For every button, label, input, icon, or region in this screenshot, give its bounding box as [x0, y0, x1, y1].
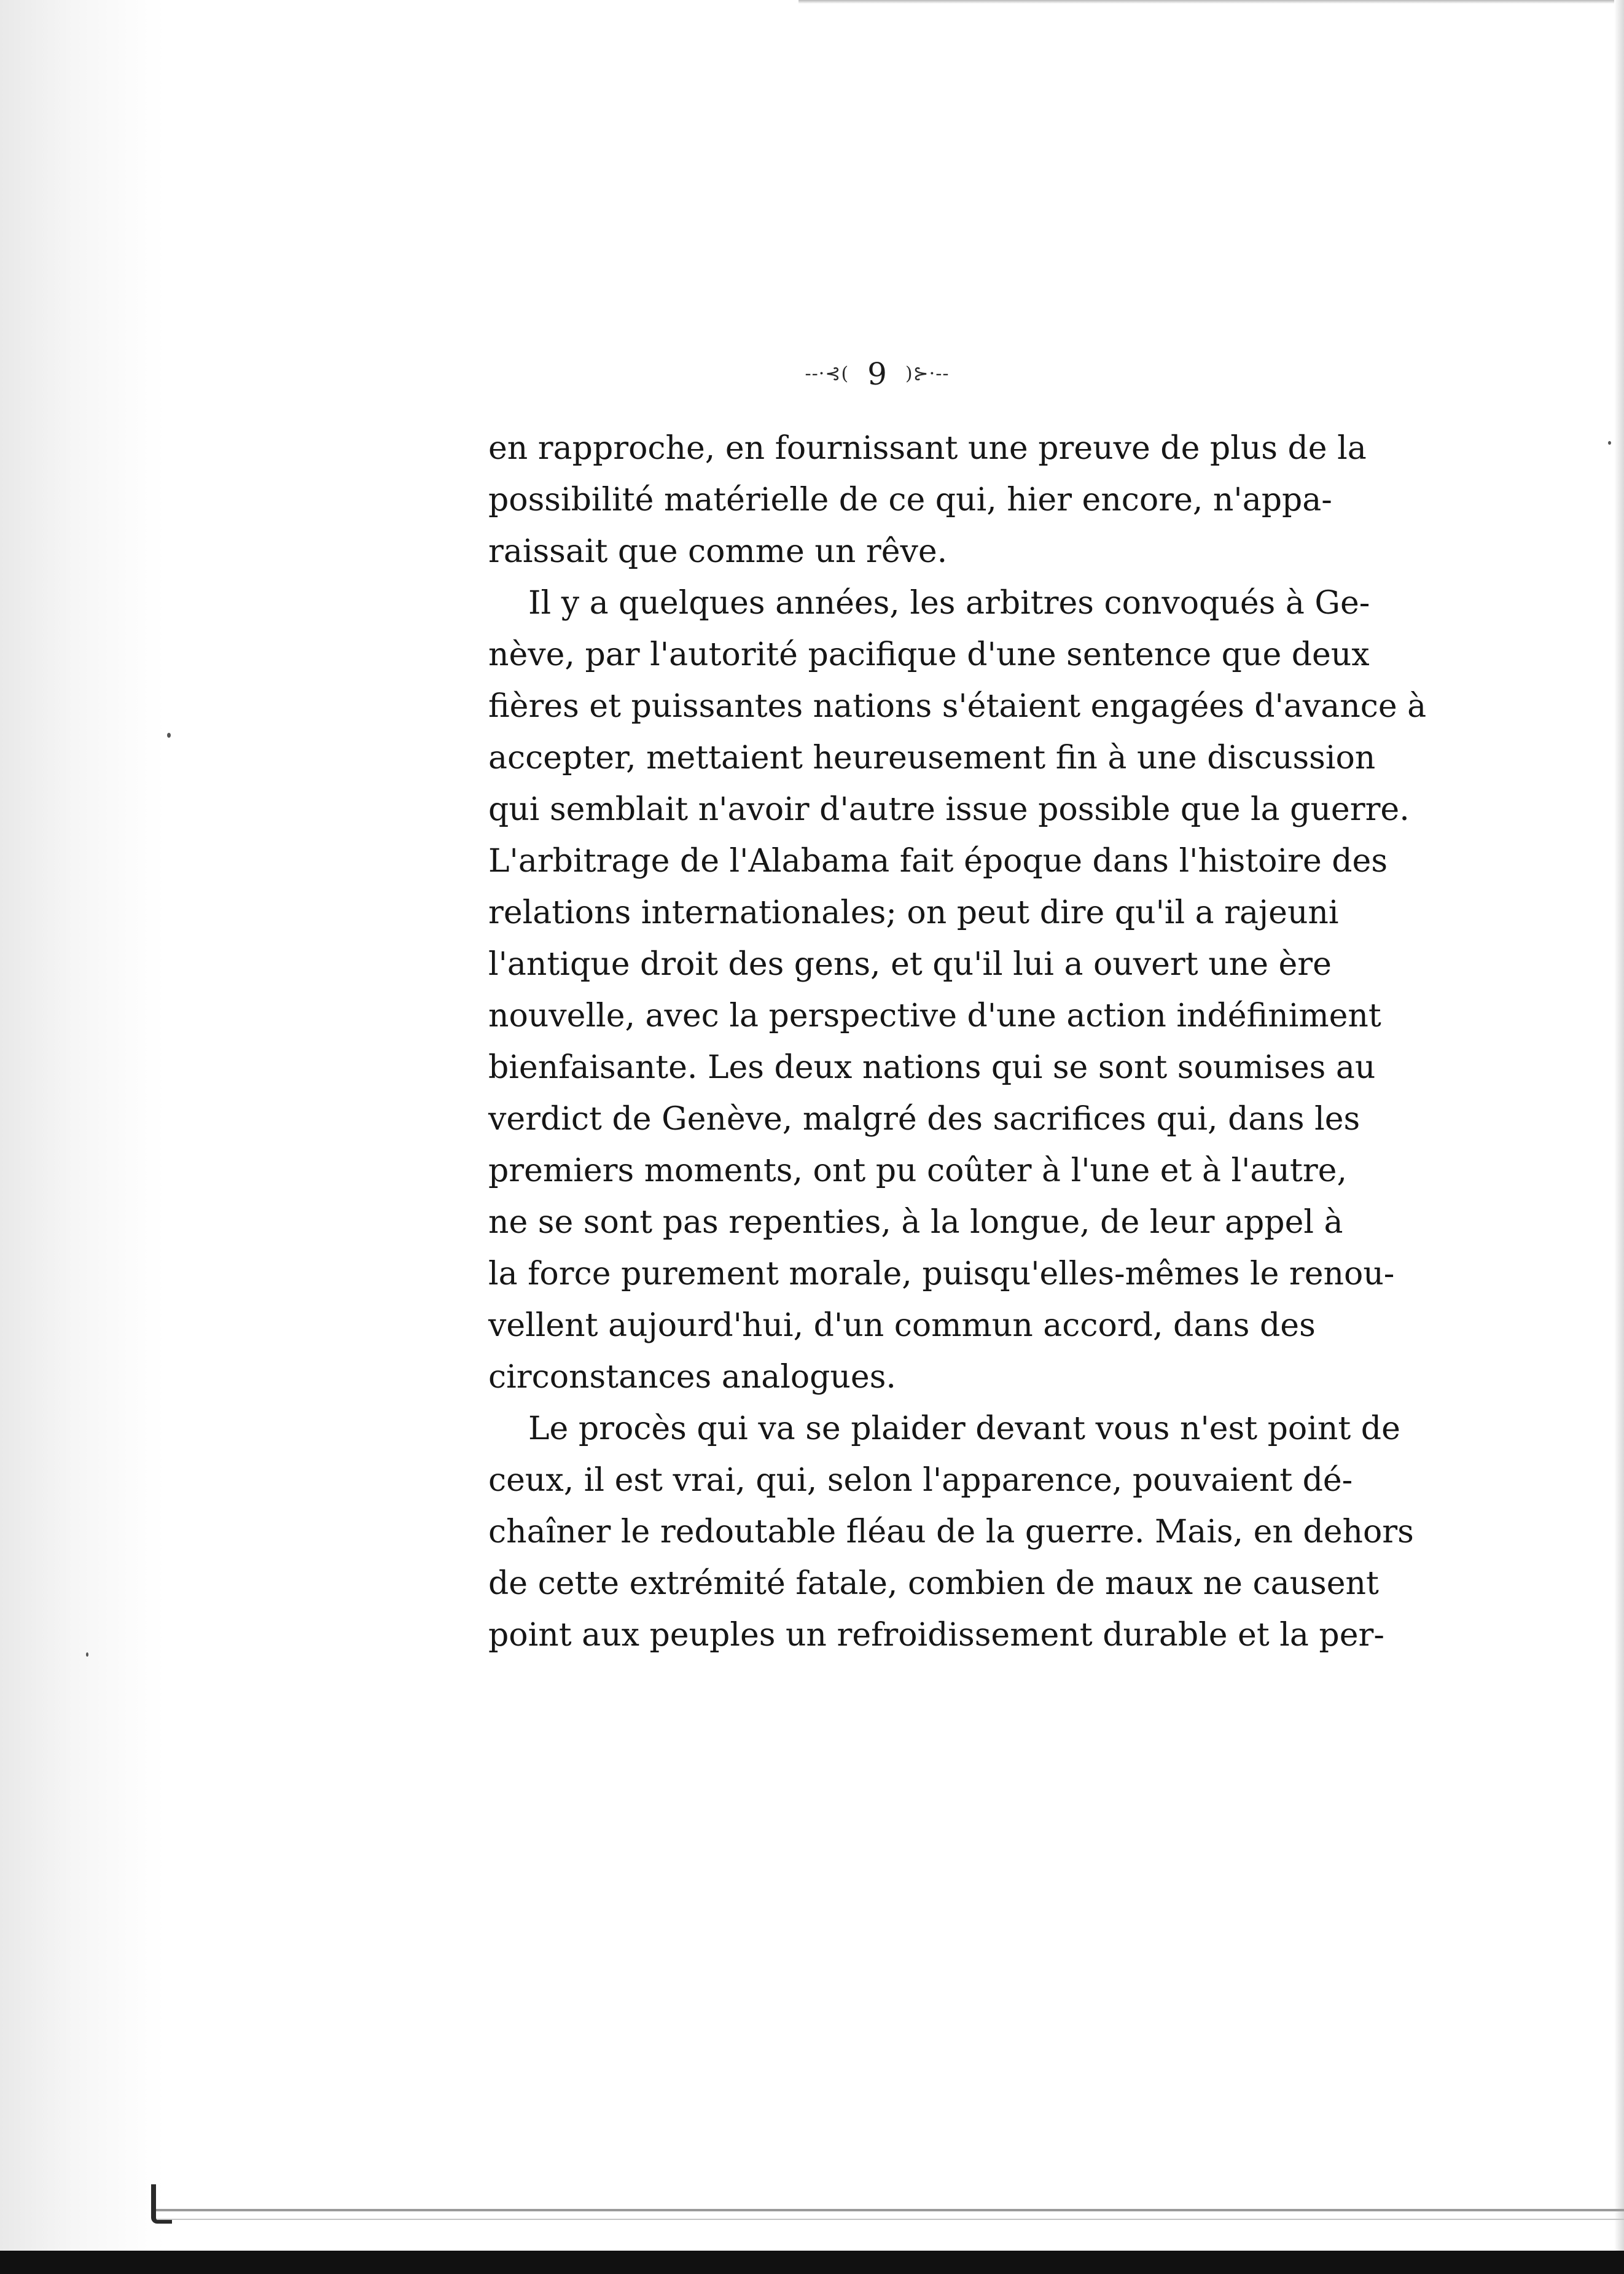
- text-line: bienfaisante. Les deux nations qui se sont soumises au: [488, 1049, 1376, 1086]
- scan-right-edge: [1614, 0, 1624, 2274]
- running-head: [774, 350, 980, 393]
- text-line: nouvelle, avec la perspective d'une action indéfiniment: [488, 998, 1381, 1034]
- text-line: accepter, mettaient heureusement fin à une discussion: [488, 740, 1376, 776]
- scan-bottom-rule: [154, 2209, 1624, 2211]
- text-line: raissait que comme un rêve.: [488, 533, 948, 570]
- scan-bottom-rule-secondary: [154, 2219, 1624, 2220]
- text-line: premiers moments, ont pu coûter à l'une et à l'autre,: [488, 1152, 1347, 1189]
- scan-gutter-shadow: [0, 0, 166, 2274]
- scan-top-edge: [798, 0, 1624, 4]
- text-line: possibilité matérielle de ce qui, hier encore, n'appa-: [488, 482, 1332, 518]
- text-line: Le procès qui va se plaider devant vous n'est point de: [528, 1410, 1400, 1447]
- text-line: ne se sont pas repenties, à la longue, de leur appel à: [488, 1204, 1343, 1241]
- text-line: L'arbitrage de l'Alabama fait époque dans l'histoire des: [488, 843, 1388, 880]
- dust-speck: [1608, 441, 1611, 445]
- text-line: la force purement morale, puisqu'elles-mêmes le renou-: [488, 1256, 1395, 1292]
- body-text: [488, 423, 1427, 1661]
- dust-speck: [167, 733, 171, 738]
- text-line: l'antique droit des gens, et qu'il lui a ouvert une ère: [488, 946, 1332, 983]
- text-line: fières et puissantes nations s'étaient engagées d'avance à: [488, 688, 1427, 725]
- text-line: en rapproche, en fournissant une preuve de plus de la: [488, 430, 1367, 467]
- dust-speck: [86, 1652, 88, 1657]
- text-line: circonstances analogues.: [488, 1359, 896, 1396]
- scan-corner-mark: [151, 2184, 172, 2224]
- ornament-right: )⊱·--: [905, 363, 950, 385]
- page-number: 9: [867, 356, 887, 392]
- text-line: nève, par l'autorité pacifique d'une sentence que deux: [488, 636, 1370, 673]
- text-line: relations internationales; on peut dire qu'il a rajeuni: [488, 894, 1339, 931]
- text-line: de cette extrémité fatale, combien de maux ne causent: [488, 1565, 1379, 1602]
- text-line: qui semblait n'avoir d'autre issue possible que la guerre.: [488, 791, 1410, 828]
- text-line: ceux, il est vrai, qui, selon l'apparence, pouvaient dé-: [488, 1462, 1353, 1499]
- text-line: verdict de Genève, malgré des sacrifices qui, dans les: [488, 1101, 1360, 1138]
- ornament-left: --·⊰(: [805, 363, 849, 385]
- text-line: chaîner le redoutable fléau de la guerre. Mais, en dehors: [488, 1514, 1414, 1550]
- text-line: Il y a quelques années, les arbitres convoqués à Ge-: [528, 585, 1370, 622]
- text-line: point aux peuples un refroidissement durable et la per-: [488, 1617, 1384, 1654]
- scan-bottom-band: [0, 2251, 1624, 2274]
- text-line: vellent aujourd'hui, d'un commun accord, dans des: [488, 1307, 1316, 1344]
